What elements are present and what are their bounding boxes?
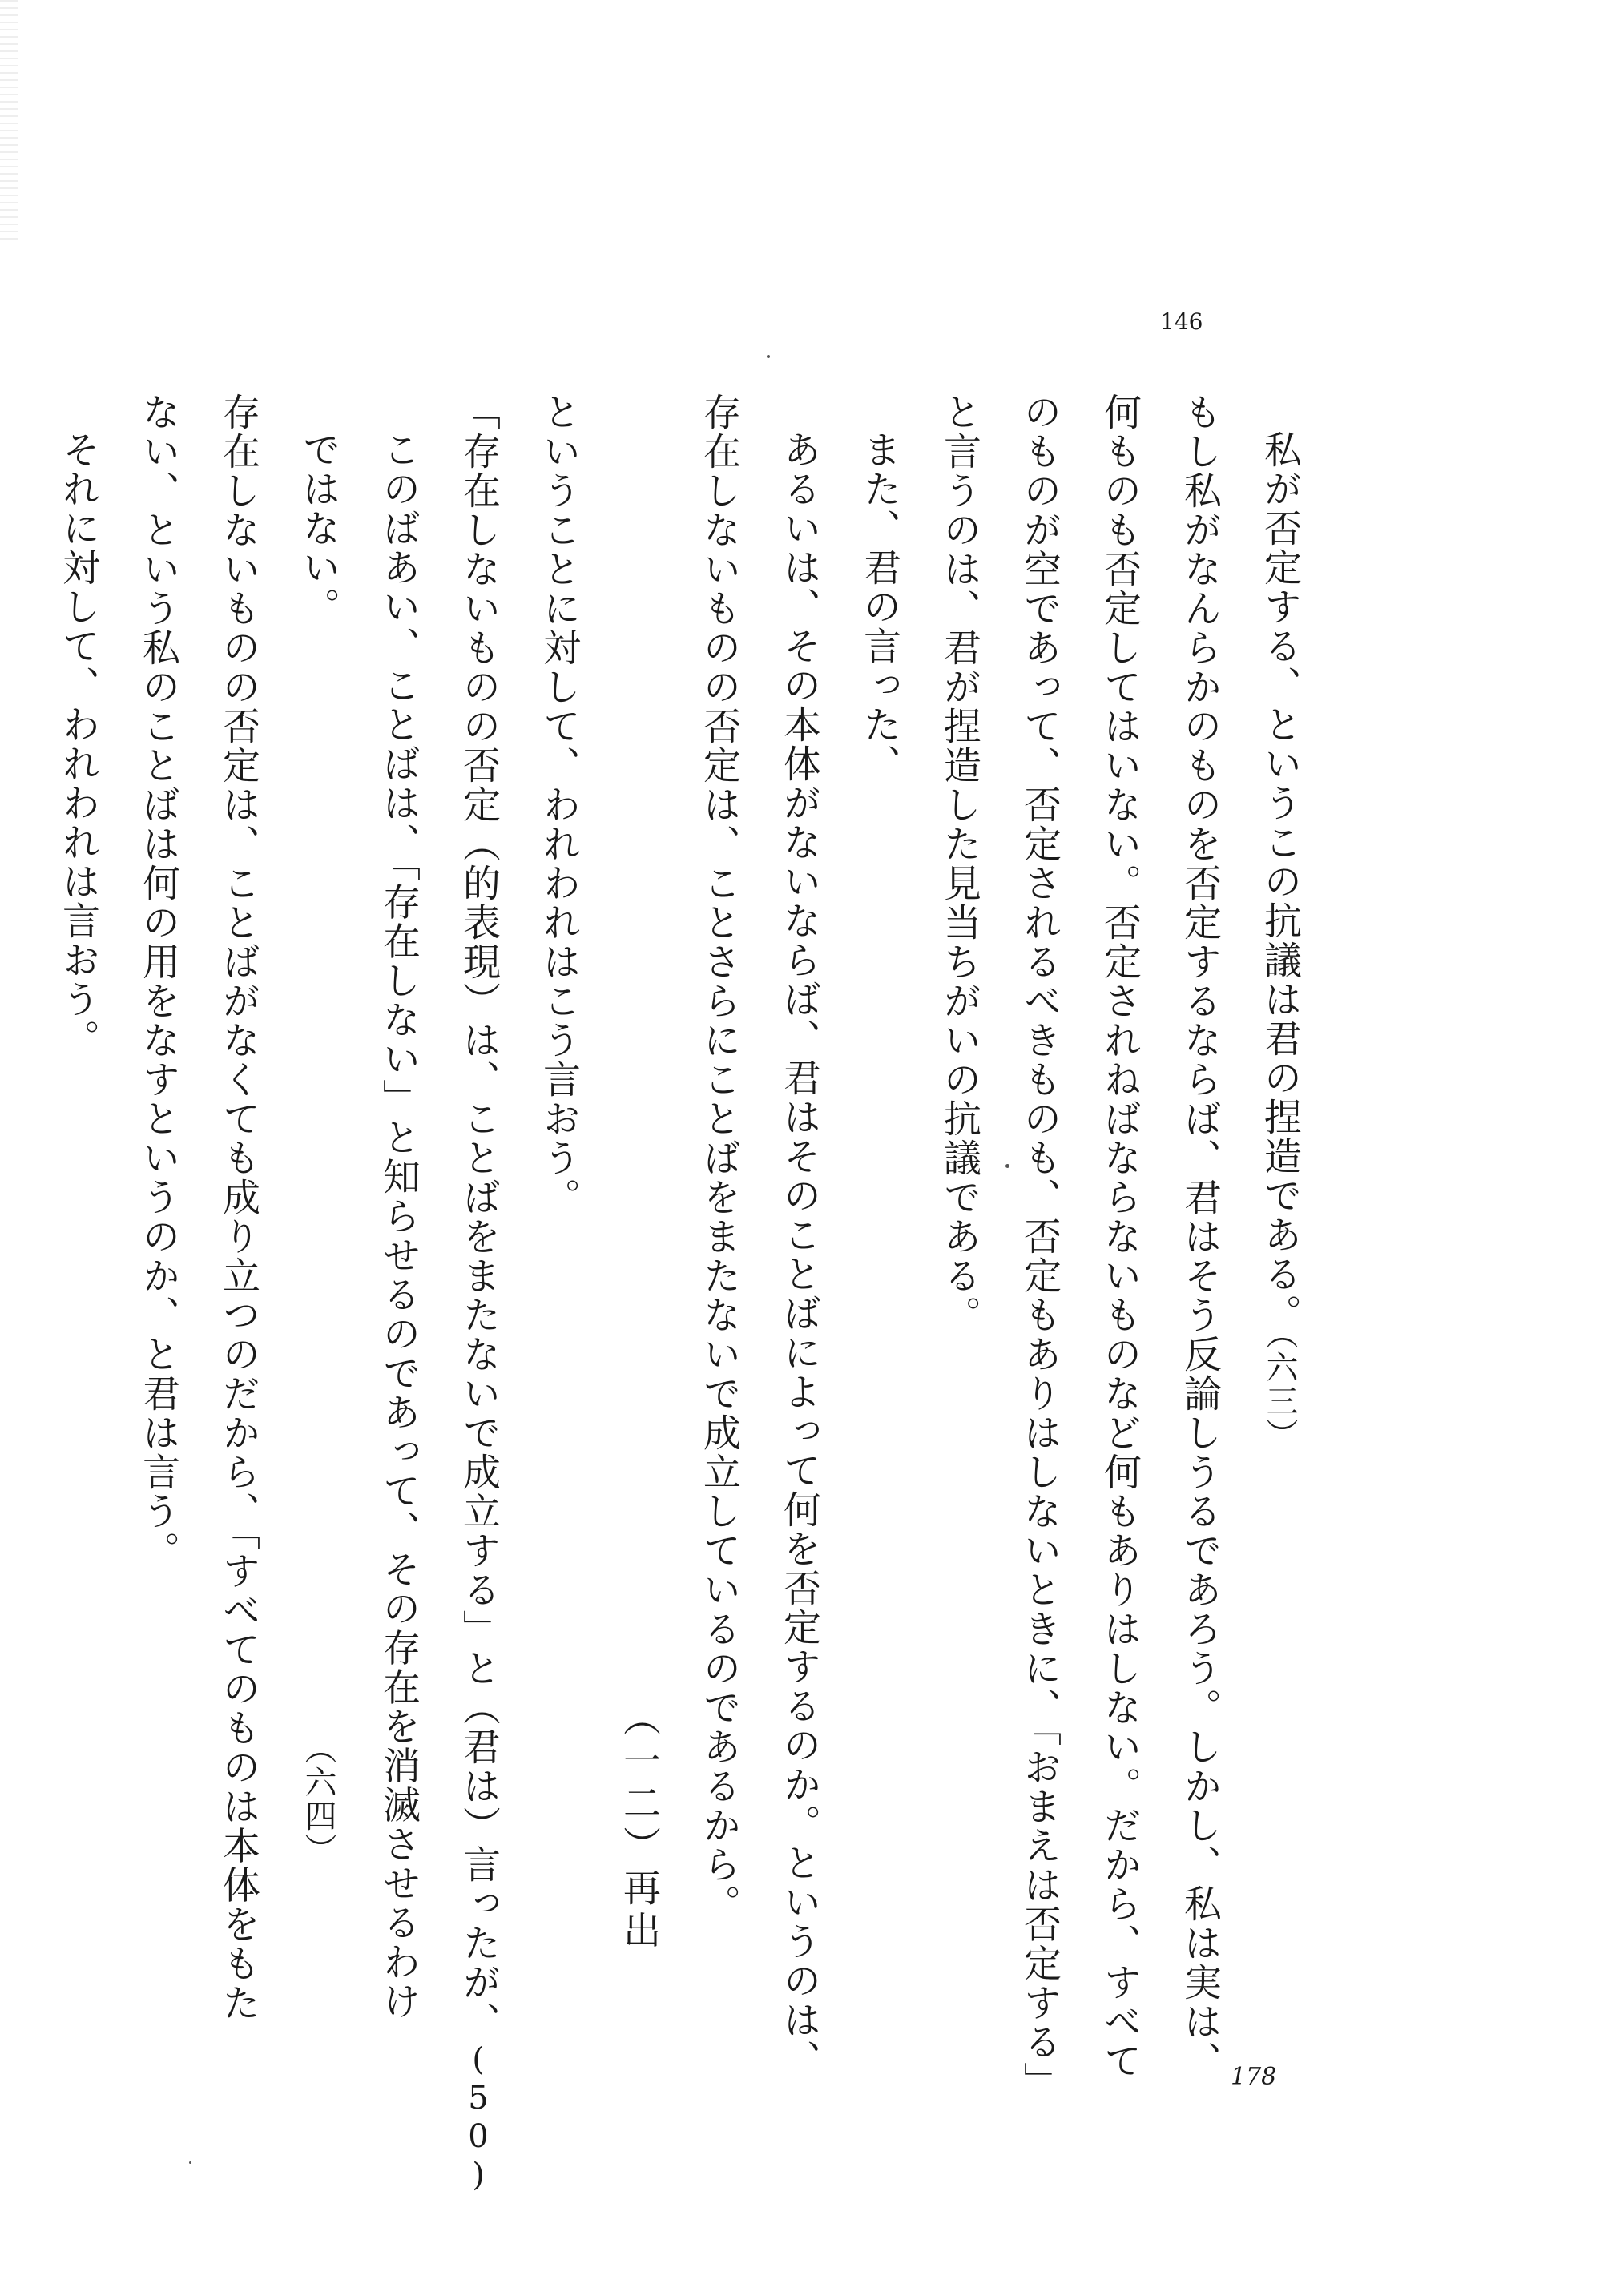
column-text: このばあい、ことばは、「存在しない」と知らせるのであって、その存在を消滅させるわけ (377, 430, 421, 2021)
column-text: 私が否定する、というこの抗議は君の捏造である。 (1258, 430, 1302, 1333)
column-text: あるいは、その本体がないならば、君はそのことばによって何を否定するのか。というのは、 (777, 430, 821, 2079)
note-marker: （六三） (1261, 1333, 1298, 1452)
column-text: 存在しないものの否定は、ことさらにことばをまたないで成立しているのであるから。 (697, 393, 741, 1923)
text-column (839, 393, 919, 1955)
column-text: ということに対して、われわれはこう言おう。 (537, 393, 581, 1217)
text-column (118, 393, 198, 1955)
column-text: それに対して、われわれは言おう。 (56, 430, 100, 1058)
running-page-number: 146 (1160, 308, 1203, 335)
column-text: ない、という私のことばは何の用をなすというのか、と君は言う。 (136, 393, 180, 1570)
text-column (999, 393, 1079, 2101)
column-text: ではない。 (296, 430, 341, 626)
text-column (1239, 393, 1320, 1955)
section-reference-text: （一二）再出 (617, 1698, 661, 1953)
scan-edge-noise (0, 0, 18, 240)
scan-speck (767, 355, 770, 358)
text-column (759, 393, 839, 2079)
scan-speck (1005, 1164, 1009, 1168)
text-column (198, 393, 278, 2023)
text-column (438, 393, 518, 2195)
text-column (1159, 393, 1239, 2080)
column-text: もし私がなんらかのものを否定するならば、君はそう反論しうるであろう。しかし、私は実は、 (1178, 393, 1222, 2080)
column-text: 「存在しないものの否定（的表現）は、ことばをまたないで成立する」と（君は）言ったが、 (457, 393, 501, 2041)
column-text: と言うのは、君が捏造した見当ちがいの抗議である。 (937, 393, 981, 1335)
text-column (919, 393, 999, 1955)
scan-speck (189, 2161, 191, 2164)
text-column (38, 393, 118, 1955)
text-column (1079, 393, 1159, 2080)
note-marker: （六四） (300, 1732, 336, 1867)
text-column (679, 393, 759, 1955)
page-number: 178 (1231, 2063, 1277, 2091)
column-text: 存在しないものの否定は、ことばがなくても成り立つのだから、「すべてのものは本体をもた (216, 393, 260, 2023)
text-column (278, 393, 358, 1955)
section-reference (598, 393, 679, 1955)
text-column (518, 393, 598, 1955)
column-text: のものが空であって、否定されるべきものも、否定もありはしないときに、「おまえは否定する」 (1018, 393, 1062, 2101)
text-column (358, 393, 438, 2021)
column-text: 何ものも否定してはいない。否定されねばならないものなど何もありはしない。だから、すべて (1098, 393, 1142, 2080)
footnote-marker: (50) (460, 2041, 497, 2195)
column-text: また、君の言った、 (857, 430, 901, 783)
